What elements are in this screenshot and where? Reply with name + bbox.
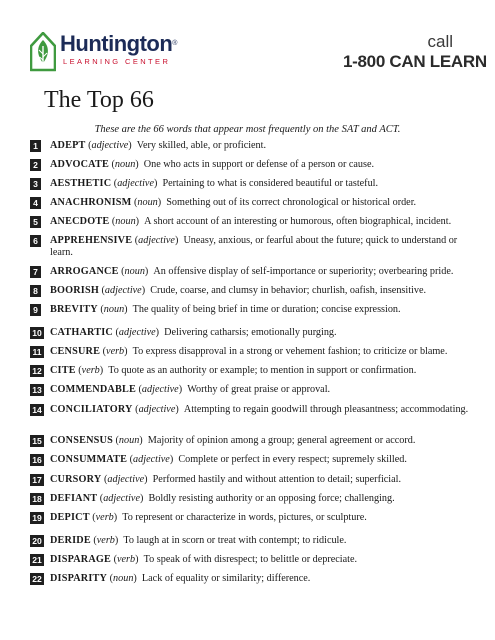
entry-word: ANACHRONISM [50, 197, 132, 208]
entry-part-of-speech: adjective [103, 493, 140, 504]
list-item [30, 384, 470, 404]
huntington-logo [30, 30, 190, 72]
entry-word: DISPARAGE [50, 554, 112, 565]
entry-body: AESTHETIC (adjective) Pertaining to what is considered beautiful or tasteful. [50, 178, 379, 189]
list-item [30, 159, 470, 178]
entry-word: AESTHETIC [50, 178, 112, 189]
list-item [30, 304, 470, 327]
entry-body: APPREHENSIVE (adjective) Uneasy, anxious, or fearful about the future; quick to understand or learn. [50, 235, 458, 258]
entry-number: 6 [30, 235, 41, 247]
list-item [30, 474, 470, 493]
entry-definition: Worthy of great praise or approval. [187, 384, 331, 395]
entry-definition: Performed hastily and without attention to detail; superficial. [152, 474, 402, 485]
entry-word: CONSUMMATE [50, 454, 128, 465]
leaf-house-icon [30, 32, 56, 72]
entry-part-of-speech: verb [81, 365, 100, 376]
entry-number: 11 [30, 346, 44, 358]
list-item [30, 573, 470, 592]
entry-part-of-speech: verb [95, 512, 114, 523]
entry-definition: To quote as an authority or example; to mention in support or confirmation. [108, 365, 417, 376]
entry-word: DEFIANT [50, 493, 98, 504]
list-item [30, 493, 470, 512]
list-item [30, 554, 470, 573]
entry-word: ADEPT [50, 140, 86, 151]
entry-part-of-speech: verb [117, 554, 136, 565]
entry-word: APPREHENSIVE [50, 235, 133, 246]
entry-body: ADEPT (adjective) Very skilled, able, or proficient. [50, 140, 267, 151]
entry-definition: To laugh at in scorn or treat with contempt; to ridicule. [123, 535, 347, 546]
entry-number: 4 [30, 197, 41, 209]
entry-word: CITE [50, 365, 76, 376]
list-item [30, 346, 470, 365]
entry-number: 9 [30, 304, 41, 316]
entry-definition: Something out of its correct chronological or historical order. [166, 197, 417, 208]
list-item [30, 365, 470, 384]
entry-definition: Majority of opinion among a group; general agreement or accord. [147, 435, 416, 446]
entry-body: COMMENDABLE (adjective) Worthy of great praise or approval. [50, 384, 331, 395]
entry-body: CONSENSUS (noun) Majority of opinion among a group; general agreement or accord. [50, 435, 416, 446]
registered-mark: ® [172, 40, 177, 47]
list-item [30, 454, 470, 474]
entry-body: CENSURE (verb) To express disapproval in a strong or vehement fashion; to criticize or blame. [50, 346, 448, 357]
entry-body: DEPICT (verb) To represent or characterize in words, pictures, or sculpture. [50, 512, 367, 523]
entry-part-of-speech: adjective [91, 140, 129, 151]
entry-body: CONCILIATORY (adjective) Attempting to regain goodwill through pleasantness; accommodating. [50, 404, 469, 415]
page-title: The Top 66 [44, 87, 154, 113]
entry-body: ADVOCATE (noun) One who acts in support or defense of a person or cause. [50, 159, 375, 170]
entry-body: DEFIANT (adjective) Boldly resisting authority or an opposing force; challenging. [50, 493, 395, 504]
entry-word: COMMENDABLE [50, 384, 136, 395]
entry-number: 13 [30, 384, 44, 396]
entry-body: BREVITY (noun) The quality of being brief in time or duration; concise expression. [50, 304, 401, 315]
entry-definition: Uneasy, anxious, or fearful about the future; quick to understand or learn. [50, 235, 458, 258]
entry-definition: To speak of with disrespect; to belittle or depreciate. [143, 554, 358, 565]
entry-definition: An offensive display of self-importance or superiority; overbearing pride. [153, 266, 454, 277]
entry-definition: Lack of equality or similarity; difference. [141, 573, 311, 584]
list-item [30, 535, 470, 554]
entry-word: CONSENSUS [50, 435, 113, 446]
entry-word: BOORISH [50, 285, 99, 296]
entry-definition: Delivering catharsis; emotionally purging. [164, 327, 337, 338]
list-item [30, 216, 470, 235]
entry-word: DISPARITY [50, 573, 108, 584]
list-item [30, 404, 470, 435]
entry-number: 14 [30, 404, 44, 416]
list-item [30, 327, 470, 346]
entry-body: ANECDOTE (noun) A short account of an interesting or humorous, often biographical, incident. [50, 216, 452, 227]
entry-part-of-speech: noun [114, 159, 136, 170]
entry-word: CONCILIATORY [50, 404, 133, 415]
entry-definition: To represent or characterize in words, pictures, or sculpture. [122, 512, 367, 523]
entry-body: DISPARAGE (verb) To speak of with disrespect; to belittle or depreciate. [50, 554, 358, 565]
entry-part-of-speech: noun [115, 216, 136, 227]
list-item [30, 235, 470, 266]
entry-part-of-speech: noun [124, 266, 145, 277]
list-item [30, 140, 470, 159]
entry-number: 20 [30, 535, 44, 547]
list-item [30, 435, 470, 454]
list-item [30, 266, 470, 285]
entry-body: DERIDE (verb) To laugh at in scorn or treat with contempt; to ridicule. [50, 535, 347, 546]
entry-definition: Pertaining to what is considered beautiful or tasteful. [162, 178, 379, 189]
entry-number: 10 [30, 327, 44, 339]
entry-body: CURSORY (adjective) Performed hastily and without attention to detail; superficial. [50, 474, 402, 485]
entry-word: CATHARTIC [50, 327, 113, 338]
entry-definition: A short account of an interesting or humorous, often biographical, incident. [144, 216, 452, 227]
list-item [30, 178, 470, 197]
entry-body: BOORISH (adjective) Crude, coarse, and clumsy in behavior; churlish, oafish, insensitive. [50, 285, 427, 296]
entry-body: CITE (verb) To quote as an authority or example; to mention in support or confirmation. [50, 365, 417, 376]
call-label: call [427, 32, 453, 51]
entry-definition: Attempting to regain goodwill through pleasantness; accommodating. [183, 404, 469, 415]
entry-number: 12 [30, 365, 44, 377]
entry-number: 19 [30, 512, 44, 524]
entry-number: 17 [30, 474, 44, 486]
list-item [30, 512, 470, 535]
entry-number: 3 [30, 178, 41, 190]
entry-definition: Crude, coarse, and clumsy in behavior; churlish, oafish, insensitive. [150, 285, 427, 296]
entry-part-of-speech: adjective [138, 235, 175, 246]
entry-body: ANACHRONISM (noun) Something out of its correct chronological or historical order. [50, 197, 417, 208]
entry-definition: Complete or perfect in every respect; supremely skilled. [178, 454, 407, 465]
entry-part-of-speech: noun [113, 573, 134, 584]
entry-word: BREVITY [50, 304, 98, 315]
entry-word: ARROGANCE [50, 266, 119, 277]
entry-word: ANECDOTE [50, 216, 110, 227]
entry-definition: To express disapproval in a strong or vehement fashion; to criticize or blame. [132, 346, 448, 357]
entry-body: CONSUMMATE (adjective) Complete or perfect in every respect; supremely skilled. [50, 454, 407, 465]
entry-part-of-speech: adjective [133, 454, 170, 465]
entry-part-of-speech: adjective [107, 474, 145, 485]
entry-number: 22 [30, 573, 44, 585]
intro-text: These are the 66 words that appear most frequently on the SAT and ACT. [94, 124, 401, 135]
entry-part-of-speech: adjective [117, 178, 154, 189]
entry-number: 8 [30, 285, 41, 297]
entry-definition: Very skilled, able, or proficient. [136, 140, 267, 151]
entry-number: 5 [30, 216, 41, 228]
entry-number: 15 [30, 435, 44, 447]
list-item [30, 285, 470, 304]
call-phone-number: 1-800 CAN LEARN [343, 52, 487, 71]
word-list [30, 140, 470, 592]
entry-definition: Boldly resisting authority or an opposing force; challenging. [148, 493, 395, 504]
entry-word: DEPICT [50, 512, 90, 523]
entry-part-of-speech: noun [118, 435, 140, 446]
entry-definition: One who acts in support or defense of a person or cause. [143, 159, 375, 170]
entry-word: DERIDE [50, 535, 91, 546]
entry-body: ARROGANCE (noun) An offensive display of self-importance or superiority; overbearing pride. [50, 266, 454, 277]
entry-number: 16 [30, 454, 44, 466]
entry-part-of-speech: adjective [141, 384, 179, 395]
entry-body: CATHARTIC (adjective) Delivering catharsis; emotionally purging. [50, 327, 337, 338]
entry-number: 7 [30, 266, 41, 278]
list-item [30, 197, 470, 216]
entry-number: 21 [30, 554, 44, 566]
entry-part-of-speech: verb [96, 535, 115, 546]
entry-word: CENSURE [50, 346, 101, 357]
entry-part-of-speech: noun [103, 304, 125, 315]
entry-part-of-speech: verb [106, 346, 125, 357]
entry-number: 1 [30, 140, 41, 152]
entry-word: ADVOCATE [50, 159, 109, 170]
entry-part-of-speech: adjective [118, 327, 156, 338]
entry-definition: The quality of being brief in time or duration; concise expression. [132, 304, 401, 315]
entry-part-of-speech: adjective [104, 285, 142, 296]
brand-subtitle: LEARNING CENTER [63, 57, 171, 66]
entry-number: 2 [30, 159, 41, 171]
entry-body: DISPARITY (noun) Lack of equality or similarity; difference. [50, 573, 311, 584]
entry-part-of-speech: noun [137, 197, 158, 208]
entry-part-of-speech: adjective [138, 404, 176, 415]
entry-number: 18 [30, 493, 44, 505]
entry-word: CURSORY [50, 474, 102, 485]
brand-name: Huntington® [60, 31, 177, 56]
call-block [343, 32, 487, 73]
